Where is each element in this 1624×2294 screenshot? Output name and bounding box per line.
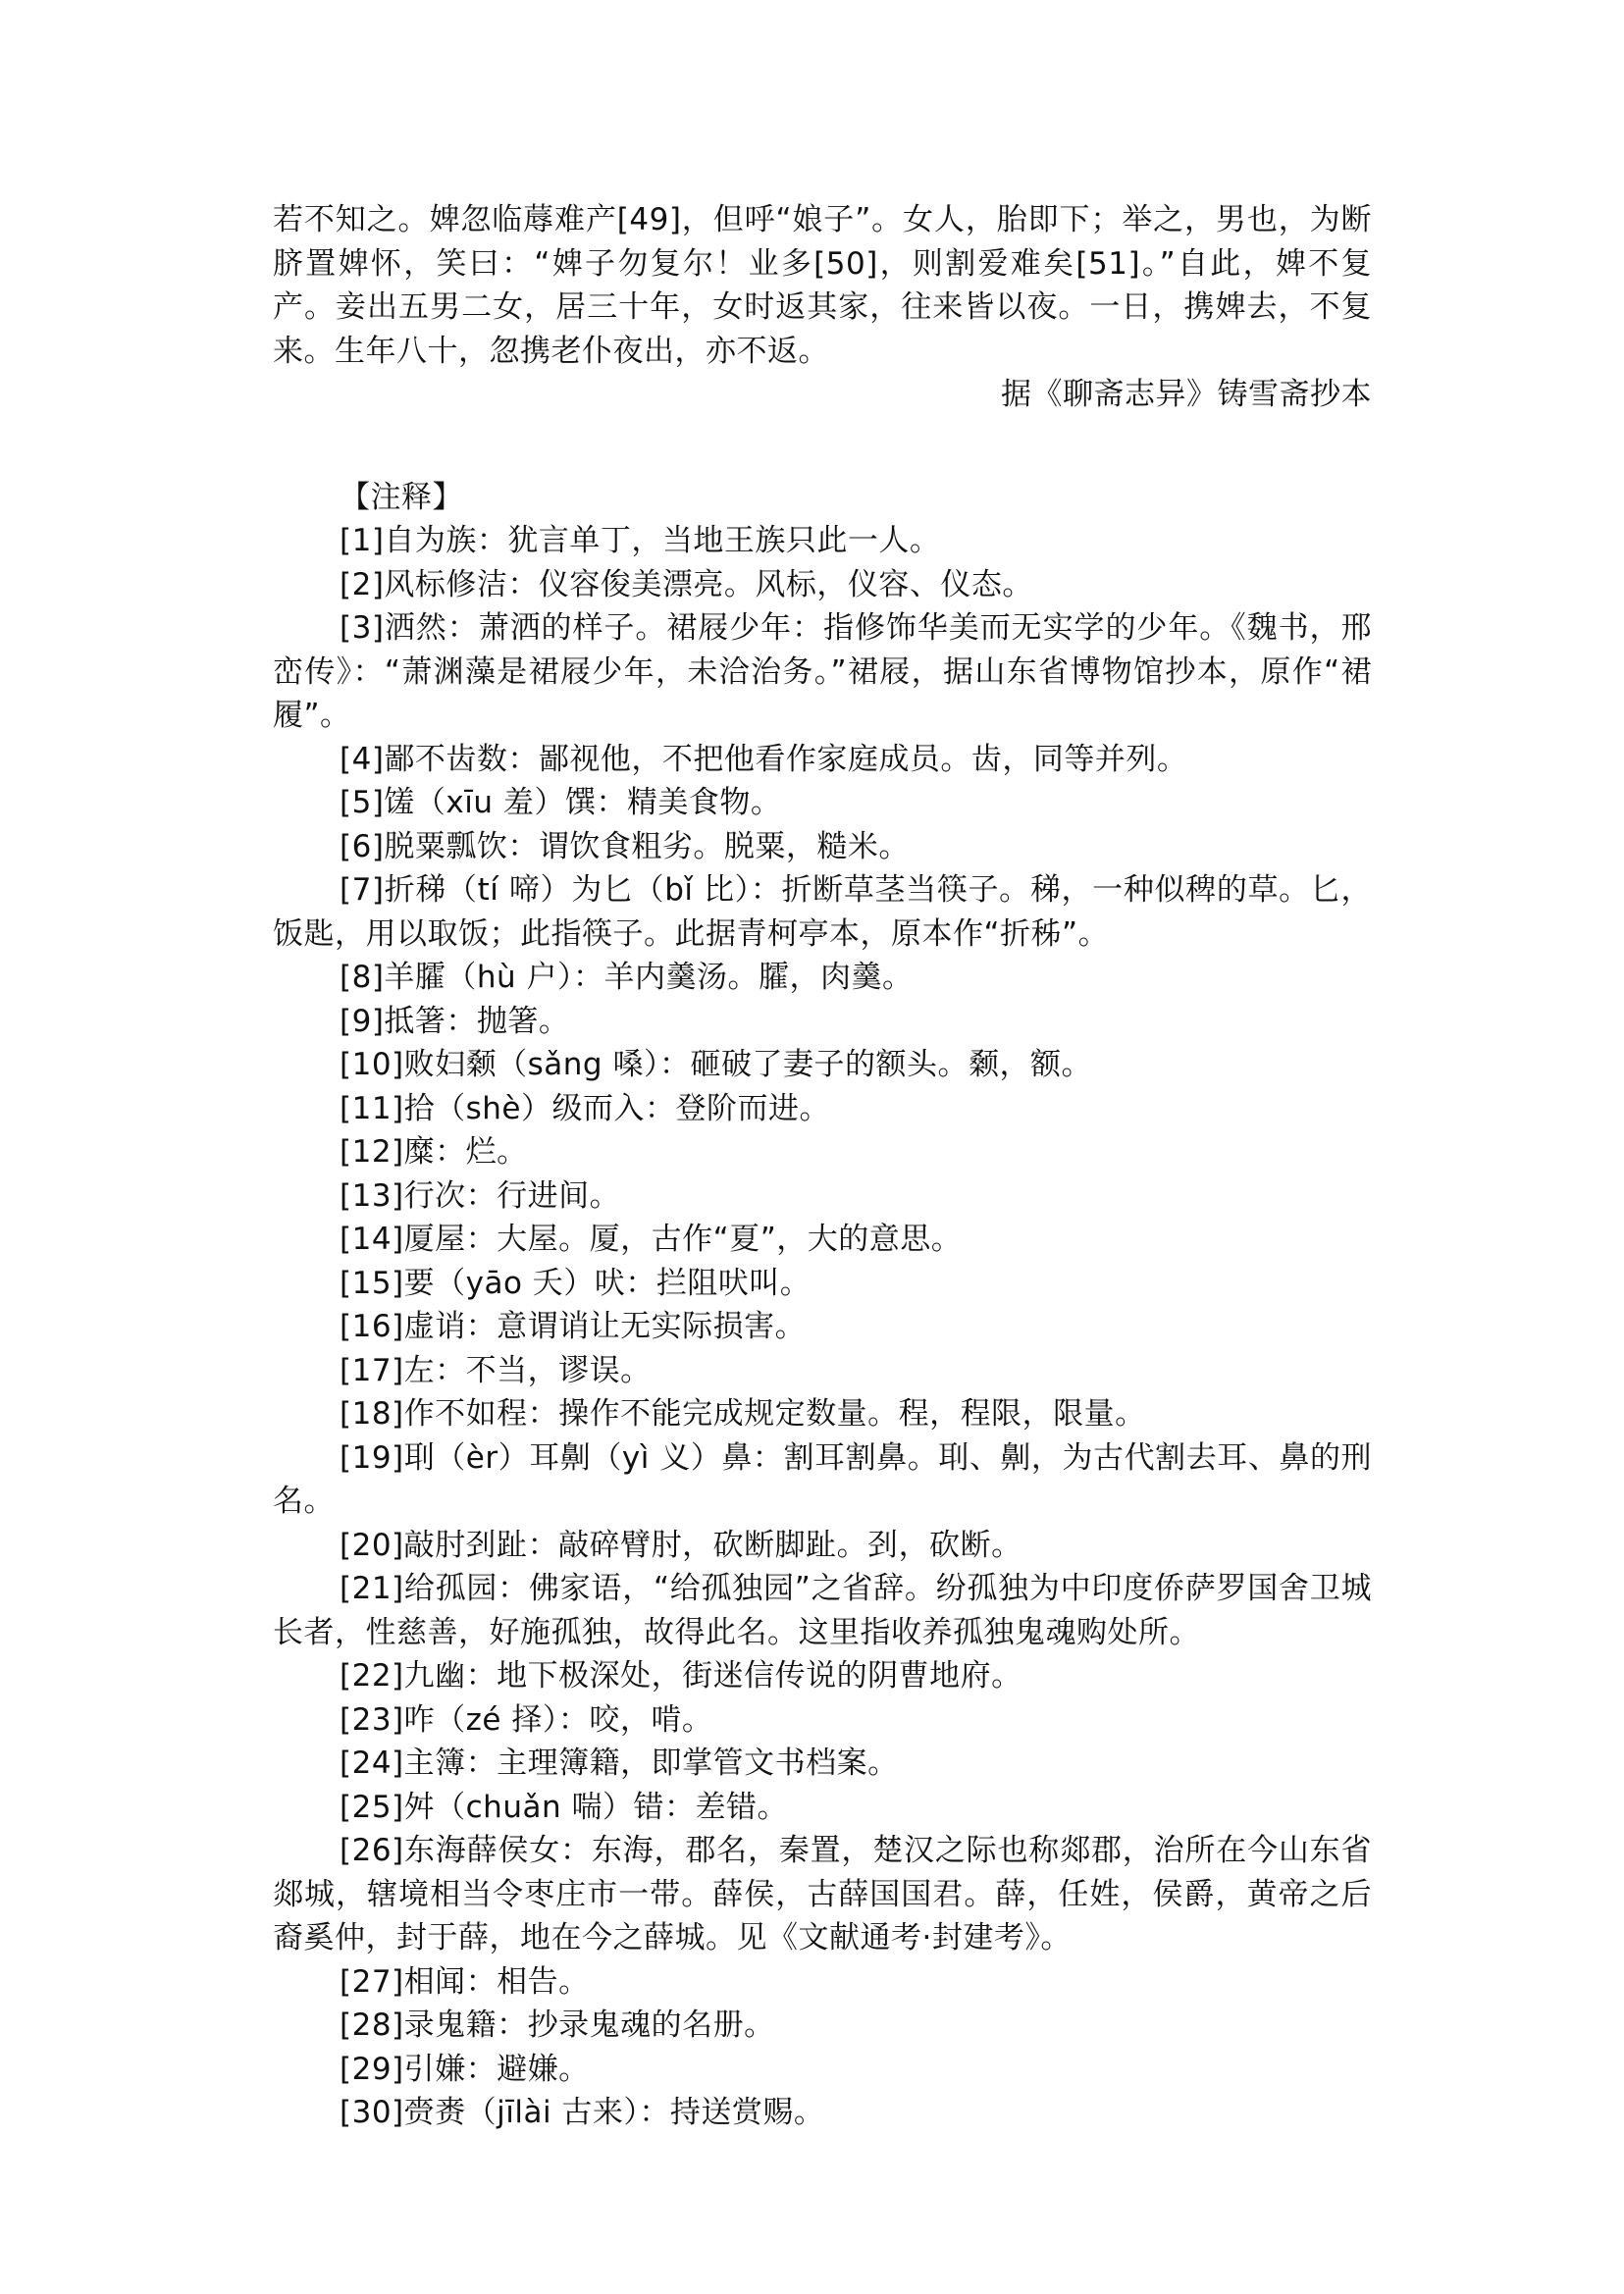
- note-item: [4]鄙不齿数：鄙视他，不把他看作家庭成员。齿，同等并列。: [340, 741, 1188, 777]
- notes-list: [273, 519, 1372, 2135]
- note-item: [24]主簿：主理簿籍，即掌管文书档案。: [340, 1746, 899, 1781]
- source-citation: 据《聊斋志异》铸雪斋抄本: [1001, 377, 1372, 412]
- note-item: [2]风标修洁：仪容俊美漂亮。风标，仪容、仪态。: [340, 566, 1033, 602]
- note-item: [30]赍赉（jīlài 古来）：持送赏赐。: [340, 2095, 825, 2130]
- note-item: [12]糜：烂。: [340, 1134, 528, 1170]
- note-item: [21]给孤园：佛家语，“给孤独园”之省辞。纷孤独为中印度侨萨罗国舍卫城长者，性慈善，好施孤独，故得此名。这里指收养孤独鬼魂购处所。: [273, 1571, 1372, 1650]
- note-item: [25]舛（chuǎn 喘）错：差错。: [340, 1789, 788, 1825]
- story-paragraph: 若不知之。婢忽临蓐难产[49]，但呼“娘子”。女人，胎即下；举之，男也，为断脐置婢怀，笑曰：“婢子勿复尔！业多[50]，则割爱难矣[51]。”自此，婢不复产。妾出五男二女，居三十年，女时返其家，往来皆以夜。一日，携婢去，不复来。生年八十，忽携老仆夜出，亦不返。: [273, 202, 1372, 369]
- note-item: [7]折稊（tí 啼）为匕（bǐ 比）：折断草茎当筷子。稊，一种似稗的草。匕，饭匙，用以取饭；此指筷子。此据青柯亭本，原本作“折秭”。: [273, 872, 1372, 952]
- note-item: [1]自为族：犹言单丁，当地王族只此一人。: [340, 523, 941, 558]
- note-item: [27]相闻：相告。: [340, 1963, 590, 2000]
- note-item: [22]九幽：地下极深处，街迷信传说的阴曹地府。: [340, 1658, 1022, 1694]
- notes-heading: 【注释】: [340, 479, 463, 515]
- note-item: [23]咋（zé 择）：咬，啃。: [340, 1701, 713, 1738]
- note-item: [28]录鬼籍：抄录鬼魂的名册。: [340, 2007, 775, 2043]
- document-page: [273, 198, 1372, 2135]
- note-item: [18]作不如程：操作不能完成规定数量。程，程限，限量。: [340, 1396, 1146, 1432]
- note-item: [14]厦屋：大屋。厦，古作“夏”，大的意思。: [340, 1222, 963, 1257]
- note-item: [5]馐（xīu 羞）馔：精美食物。: [340, 785, 782, 820]
- note-item: [17]左：不当，谬误。: [340, 1352, 652, 1388]
- note-item: [11]拾（shè）级而入：登阶而进。: [340, 1090, 831, 1126]
- note-item: [26]东海薛侯女：东海，郡名，秦置，楚汉之际也称郯郡，治所在今山东省郯城，辖境相当令枣庄市一带。薛侯，古薛国国君。薛，任姓，侯爵，黄帝之后裔奚仲，封于薛，地在今之薛城。见《文献通考·封建考》。: [273, 1833, 1372, 1955]
- note-item: [13]行次：行进间。: [340, 1177, 621, 1214]
- note-item: [29]引嫌：避嫌。: [340, 2051, 590, 2087]
- note-item: [20]敲肘刭趾：敲碎臂肘，砍断脚趾。刭，砍断。: [340, 1527, 1022, 1563]
- note-item: [9]抵箸：抛箸。: [340, 1003, 570, 1039]
- note-item: [3]洒然：萧洒的样子。裙屐少年：指修饰华美而无实学的少年。《魏书，邢峦传》：“萧渊藻是裙屐少年，未洽治务。”裙屐，据山东省博物馆抄本，原作“裙履”。: [273, 610, 1372, 733]
- note-item: [19]刵（èr）耳劓（yì 义）鼻：割耳割鼻。刵、劓，为古代割去耳、鼻的刑名。: [273, 1439, 1372, 1519]
- note-item: [15]要（yāo 夭）吠：拦阻吠叫。: [340, 1265, 812, 1301]
- note-item: [6]脱粟瓢饮：谓饮食粗劣。脱粟，糙米。: [340, 828, 910, 864]
- note-item: [10]败妇颡（sǎng 嗓）：砸破了妻子的额头。颡，额。: [340, 1047, 1092, 1082]
- note-item: [8]羊臛（hù 户）：羊内羹汤。臛，肉羹。: [340, 960, 914, 995]
- note-item: [16]虚诮：意谓诮让无实际损害。: [340, 1309, 807, 1344]
